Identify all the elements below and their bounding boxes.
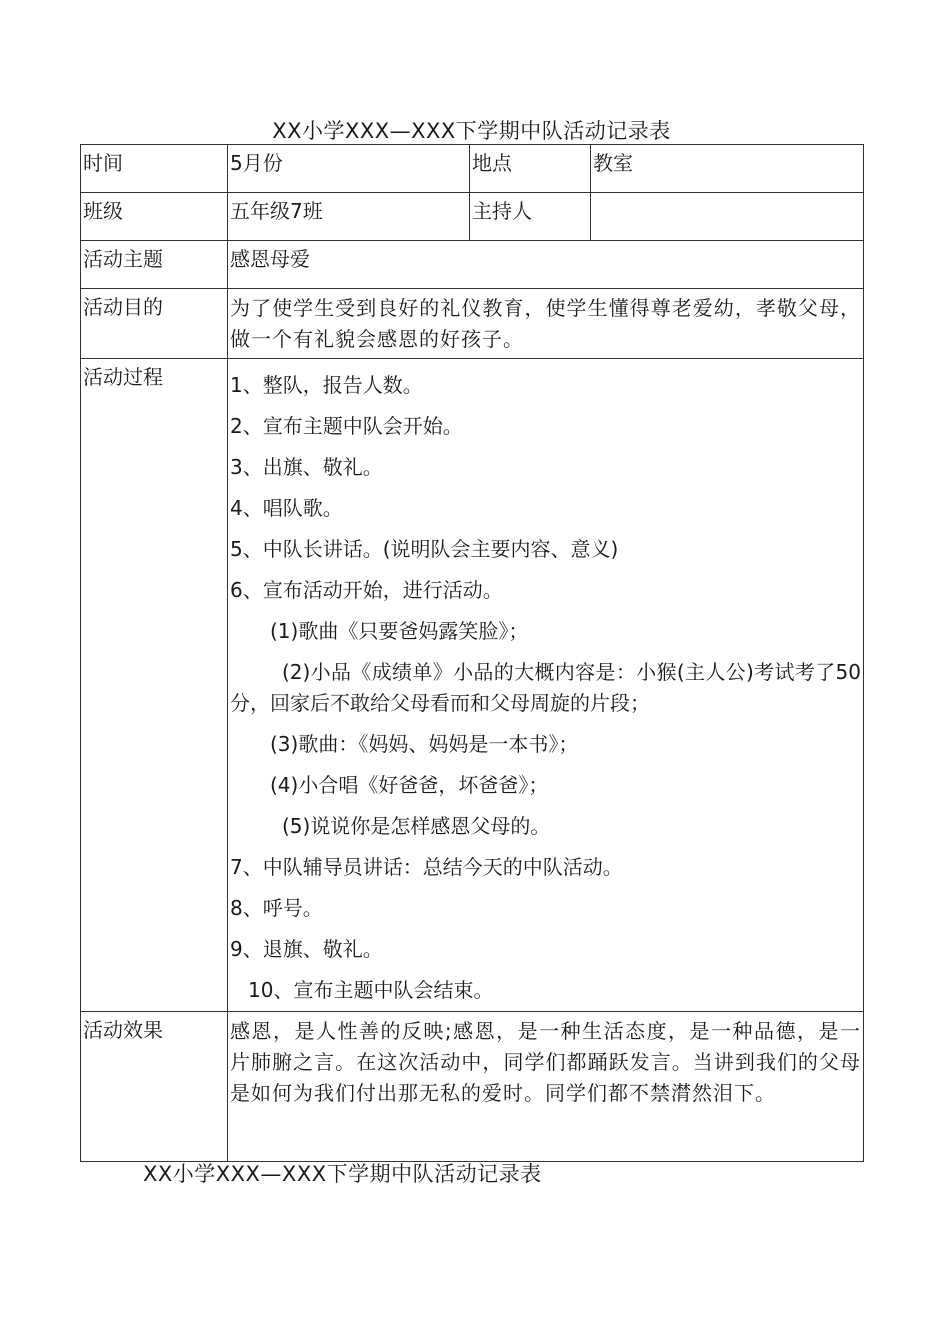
table-row-process xyxy=(81,359,864,1012)
process-step: 9、退旗、敬礼。 xyxy=(230,937,383,961)
process-sub-item: (2)小品《成绩单》小品的大概内容是：小猴(主人公)考试考了50分，回家后不敢给父母看而和父母周旋的片段； xyxy=(230,660,861,715)
table-row-effect xyxy=(81,1012,864,1162)
page-title: XX小学XXX—XXX下学期中队活动记录表 xyxy=(272,119,671,143)
table-row-purpose xyxy=(81,289,864,359)
process-label: 活动过程 xyxy=(81,359,228,1012)
effect-value xyxy=(228,1012,864,1162)
theme-value: 感恩母爱 xyxy=(228,241,864,289)
purpose-text: 为了使学生受到良好的礼仪教育，使学生懂得尊老爱幼，孝敬父母，做一个有礼貌会感恩的好孩子。 xyxy=(230,296,861,351)
purpose-value xyxy=(228,289,864,359)
process-step: 8、呼号。 xyxy=(230,896,323,920)
table-row-theme xyxy=(81,241,864,289)
class-value: 五年级7班 xyxy=(228,193,470,241)
process-step: 4、唱队歌。 xyxy=(230,496,343,520)
process-step: 5、中队长讲话。(说明队会主要内容、意义) xyxy=(230,537,619,561)
time-value: 5月份 xyxy=(228,145,470,193)
process-step: 7、中队辅导员讲话：总结今天的中队活动。 xyxy=(230,855,623,879)
place-label: 地点 xyxy=(470,145,591,193)
effect-text: 感恩，是人性善的反映;感恩，是一种生活态度，是一种品德，是一片肺腑之言。在这次活动中，同学们都踊跃发言。当讲到我们的父母是如何为我们付出那无私的爱时。同学们都不禁潸然泪下。 xyxy=(230,1019,861,1105)
place-value: 教室 xyxy=(591,145,864,193)
process-step: 10、宣布主题中队会结束。 xyxy=(248,978,494,1002)
process-steps xyxy=(230,363,861,1011)
host-label: 主持人 xyxy=(470,193,591,241)
effect-label: 活动效果 xyxy=(81,1012,228,1162)
process-sub-item: (1)歌曲《只要爸妈露笑脸》； xyxy=(270,619,529,643)
next-page-title: XX小学XXX—XXX下学期中队活动记录表 xyxy=(143,1162,542,1186)
process-sub-item: (3)歌曲：《妈妈、妈妈是一本书》； xyxy=(270,732,579,756)
activity-record-table xyxy=(80,144,864,1162)
process-step: 2、宣布主题中队会开始。 xyxy=(230,414,463,438)
class-label: 班级 xyxy=(81,193,228,241)
table-row-class xyxy=(81,193,864,241)
theme-label: 活动主题 xyxy=(81,241,228,289)
purpose-label: 活动目的 xyxy=(81,289,228,359)
host-value xyxy=(591,193,864,241)
process-sub-item: (5)说说你是怎样感恩父母的。 xyxy=(282,814,551,838)
process-value xyxy=(228,359,864,1012)
process-step: 1、整队，报告人数。 xyxy=(230,373,423,397)
table-row-time xyxy=(81,145,864,193)
process-step: 3、出旗、敬礼。 xyxy=(230,455,383,479)
time-label: 时间 xyxy=(81,145,228,193)
process-step: 6、宣布活动开始，进行活动。 xyxy=(230,578,503,602)
process-sub-item: (4)小合唱《好爸爸，坏爸爸》； xyxy=(270,773,549,797)
